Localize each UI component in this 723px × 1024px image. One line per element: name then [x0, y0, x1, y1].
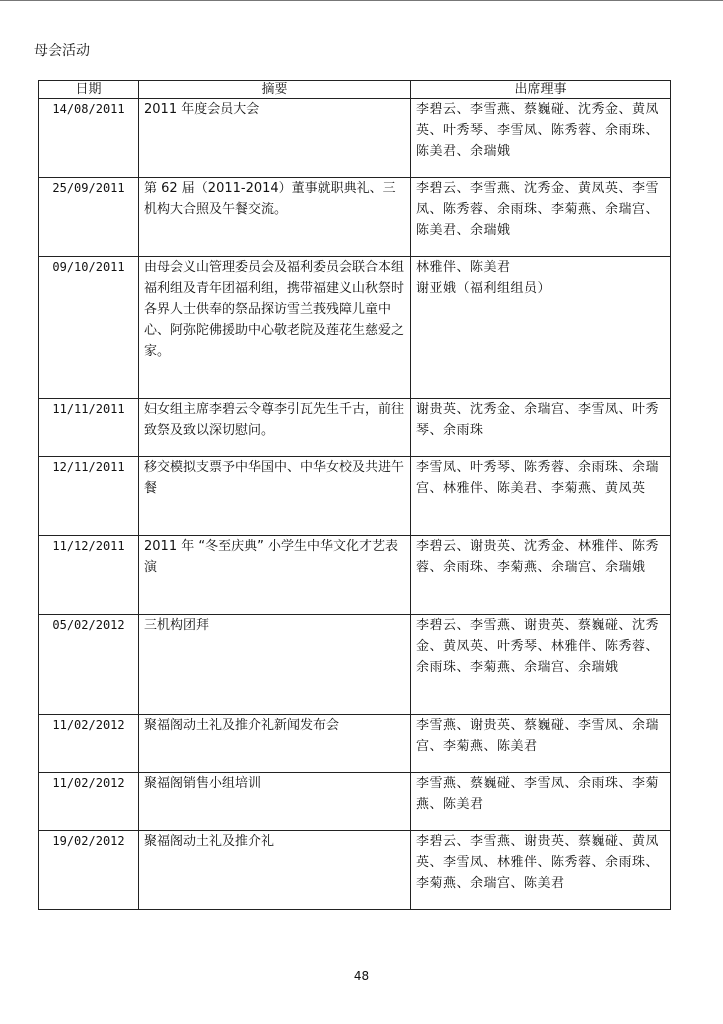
row-date: 11/02/2012: [39, 773, 139, 831]
row-directors: 李雪燕、蔡巍碰、李雪凤、余雨珠、李菊燕、陈美君: [411, 773, 671, 831]
row-summary: 2011 年度会员大会: [139, 99, 411, 178]
table-row: [39, 99, 671, 178]
row-summary: 由母会义山管理委员会及福利委员会联合本组福利组及青年团福利组，携带福建义山秋祭时各界人士供奉的祭品探访雪兰莪残障儿童中心、阿弥陀佛援助中心敬老院及莲花生慈爱之家。: [139, 257, 411, 399]
row-date: 19/02/2012: [39, 831, 139, 910]
row-directors: 李碧云、李雪燕、谢贵英、蔡巍碰、黄凤英、李雪凤、林雅伴、陈秀蓉、余雨珠、李菊燕、余瑞宫、陈美君: [411, 831, 671, 910]
row-summary: 移交模拟支票予中华国中、中华女校及共进午餐: [139, 457, 411, 536]
row-directors: 李碧云、李雪燕、蔡巍碰、沈秀金、黄凤英、叶秀琴、李雪凤、陈秀蓉、余雨珠、陈美君、余瑞娥: [411, 99, 671, 178]
row-summary: 妇女组主席李碧云令尊李引瓦先生千古，前往致祭及致以深切慰问。: [139, 399, 411, 457]
header-summary: 摘要: [139, 81, 411, 99]
row-summary: 三机构团拜: [139, 615, 411, 715]
table-row: [39, 178, 671, 257]
table-row: [39, 536, 671, 615]
page-number: 48: [353, 969, 370, 983]
row-summary: 聚福阁动土礼及推介礼: [139, 831, 411, 910]
row-date: 11/02/2012: [39, 715, 139, 773]
row-date: 25/09/2011: [39, 178, 139, 257]
table-row: [39, 615, 671, 715]
row-date: 05/02/2012: [39, 615, 139, 715]
row-date: 14/08/2011: [39, 99, 139, 178]
row-date: 09/10/2011: [39, 257, 139, 399]
top-border-line: [0, 0, 723, 1]
table-row: [39, 257, 671, 399]
row-date: 11/11/2011: [39, 399, 139, 457]
activity-table: [38, 80, 671, 910]
row-summary: 第 62 届（2011-2014）董事就职典礼、三机构大合照及午餐交流。: [139, 178, 411, 257]
table-row: [39, 715, 671, 773]
row-directors: 李雪凤、叶秀琴、陈秀蓉、余雨珠、余瑞宫、林雅伴、陈美君、李菊燕、黄凤英: [411, 457, 671, 536]
row-directors: 林雅伴、陈美君 谢亚娥（福利组组员）: [411, 257, 671, 399]
header-directors: 出席理事: [411, 81, 671, 99]
row-directors: 谢贵英、沈秀金、余瑞宫、李雪凤、叶秀琴、余雨珠: [411, 399, 671, 457]
row-date: 11/12/2011: [39, 536, 139, 615]
row-directors: 李碧云、李雪燕、谢贵英、蔡巍碰、沈秀金、黄凤英、叶秀琴、林雅伴、陈秀蓉、余雨珠、李菊燕、余瑞宫、余瑞娥: [411, 615, 671, 715]
table-row: [39, 399, 671, 457]
section-title: 母会活动: [34, 43, 90, 59]
row-directors: 李碧云、李雪燕、沈秀金、黄凤英、李雪凤、陈秀蓉、余雨珠、李菊燕、余瑞宫、陈美君、余瑞娥: [411, 178, 671, 257]
table-row: [39, 773, 671, 831]
table-header-row: [39, 81, 671, 99]
header-date: 日期: [39, 81, 139, 99]
row-summary: 2011 年 “冬至庆典” 小学生中华文化才艺表演: [139, 536, 411, 615]
row-directors: 李雪燕、谢贵英、蔡巍碰、李雪凤、余瑞宫、李菊燕、陈美君: [411, 715, 671, 773]
table-row: [39, 831, 671, 910]
row-directors: 李碧云、谢贵英、沈秀金、林雅伴、陈秀蓉、余雨珠、李菊燕、余瑞宫、余瑞娥: [411, 536, 671, 615]
row-summary: 聚福阁销售小组培训: [139, 773, 411, 831]
table-row: [39, 457, 671, 536]
row-date: 12/11/2011: [39, 457, 139, 536]
row-summary: 聚福阁动土礼及推介礼新闻发布会: [139, 715, 411, 773]
